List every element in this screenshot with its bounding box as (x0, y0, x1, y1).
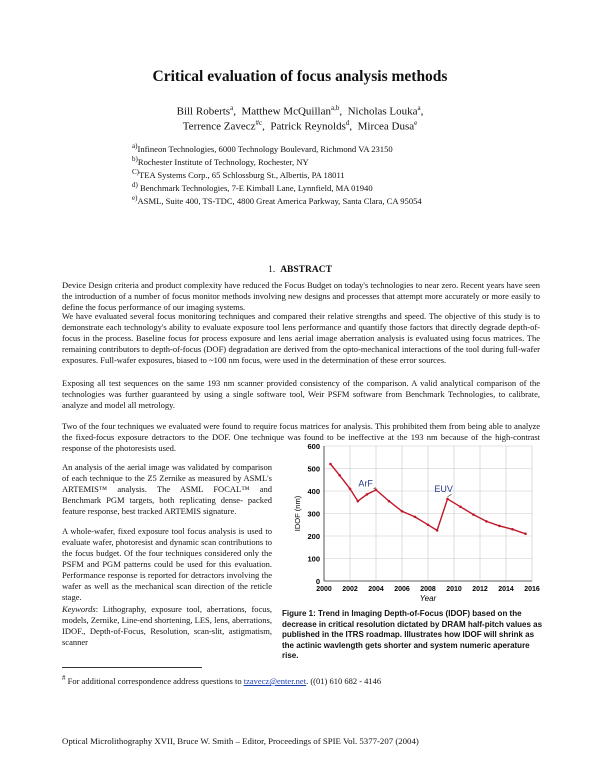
x-tick-label: 2008 (420, 586, 436, 593)
data-point (498, 525, 501, 528)
keywords (62, 604, 272, 648)
keywords-label: Keywords (62, 604, 96, 614)
data-point (375, 489, 378, 492)
author-sup: a,b (330, 104, 340, 112)
data-point (472, 513, 475, 516)
y-tick-label: 400 (307, 487, 320, 496)
footnote-phone: . ((01) 610 682 - 4146 (306, 675, 382, 686)
y-tick-label: 600 (307, 442, 320, 451)
author: Bill Roberts (176, 105, 231, 118)
footnote-rule (62, 667, 202, 668)
data-point (446, 498, 449, 501)
x-tick-label: 2004 (368, 586, 384, 593)
email-link[interactable]: tzavecz@enter.net (243, 675, 307, 686)
author-sup: e (414, 119, 418, 127)
section-number: 1. (268, 265, 276, 275)
y-tick-label: 200 (307, 532, 320, 541)
data-point (485, 520, 488, 523)
authors-line-2: Terrence Zavecz$^{\#c}$, Patrick Reynolds$^d$, Mircea Dusa$^e$ (182, 119, 418, 133)
x-tick-label: 2010 (446, 586, 462, 593)
x-tick-label: 2016 (524, 586, 540, 593)
footnote (62, 674, 381, 686)
author: Patrick Reynolds (270, 120, 346, 133)
author: Nicholas Louka (347, 105, 418, 118)
data-point (524, 532, 527, 535)
author-sup: a (417, 104, 421, 112)
annotation-label: EUV (434, 484, 453, 495)
affiliation: $^{C)}$TEA Systems Corp., 65 Schlossburg St., Albertis, PA 18011 (132, 168, 345, 180)
affiliation: $^{d)}$ Benchmark Technologies, 7-E Kimball Lane, Lynnfield, MA 01940 (132, 181, 373, 193)
keywords-text: : Lithography, exposure tool, aberrations, focus, models, Zernike, Line-end shortening, LES, lens, aberrations, IDOF., Depth-of-Focus, Resolution, scan-slit, astigmatism, scanner (62, 604, 272, 647)
data-point (338, 474, 341, 477)
abstract-paragraph-3: Exposing all test sequences on the same 193 nm scanner provided consistency of the comparison. A valid analytical comparison of the technologies was further guaranteed by using a single software tool, Weir PSFM software from Benchmark Technologies, to calibrate, analyze and model all metrology. (62, 378, 540, 410)
x-tick-label: 2006 (394, 586, 410, 593)
data-point (459, 505, 462, 508)
x-tick-label: 2002 (342, 586, 358, 593)
y-tick-label: 100 (307, 554, 320, 564)
abstract-paragraph-4: Two of the four techniques we evaluated were found to require focus matrices for analysis. This prohibited them from being able to analyze the fixed-focus exposure detractors to the DOF. One technique was found to be ineffective at the 193 nm because of the high-contrast response of the photoresists used. (62, 421, 540, 453)
data-point (349, 487, 352, 490)
left-column-paragraph-1: An analysis of the aerial image was validated by comparison of each technique to the Z5 Zernike as measured by ASML's ARTEMIS™ analysis. The ASML FOCAL™ and Benchmark PGM targets, both replicating dense- packed feature response, best tracked ARTEMIS signature. (62, 462, 272, 516)
affiliation: $^{b)}$Rochester Institute of Technology, Rochester, NY (132, 155, 309, 167)
data-point (388, 500, 391, 503)
author-sup: d (345, 119, 350, 127)
figure-caption: Figure 1: Trend in Imaging Depth-of-Focus (IDOF) based on the decrease in critical resolution dictated by DRAM half-pitch values as published in the ITRS roadmap. Illustrates how IDOF will shrink as the actinic wavlength gets shorter and system numeric aperature rise. (282, 609, 543, 660)
data-point (427, 523, 430, 526)
data-point (511, 528, 514, 531)
author: Matthew McQuillan (241, 105, 331, 118)
abstract-paragraph-1: Device Design criteria and product complexity have reduced the Focus Budget on today's technologies to near zero. Recent years have seen the introduction of a number of focus monitor methods involving new designs and processes that attempt more accurately or more easily to define the focus performance of our imaging systems. (62, 280, 540, 312)
author-sup: #c (255, 119, 263, 127)
footnote-marker: # (62, 674, 66, 682)
x-tick-label: 2012 (472, 586, 488, 593)
y-tick-label: 300 (307, 509, 320, 519)
footnote-text: For additional correspondence address questions to (65, 675, 244, 686)
annotation-arrow (448, 494, 452, 497)
author: Terrence Zavecz (182, 120, 256, 133)
annotation-label: ArF (358, 478, 373, 489)
affiliation: $^{e)}$ASML, Suite 400, TS-TDC, 4800 Great America Parkway, Santa Clara, CA 95054 (132, 194, 422, 206)
y-tick-label: 0 (315, 577, 320, 586)
data-point (436, 529, 439, 532)
x-tick-label: 2014 (498, 586, 514, 593)
x-axis-label: Year (419, 594, 437, 603)
data-point (366, 493, 369, 496)
data-point (401, 510, 404, 513)
y-axis-label: IDOF (nm) (293, 495, 302, 532)
authors-line-1: Bill Roberts$^a$, Matthew McQuillan$^{a,b}$, Nicholas Louka$^a$, (176, 104, 424, 118)
idof-chart (282, 436, 544, 606)
abstract-paragraph-2: We have evaluated several focus monitoring techniques and compared their relative strengths and speed. The objective of this study is to demonstrate each technology's ability to evaluate exposure tool lens performance and quantify those factors that directly degrade depth-of-focus in the process. Baseline focus for process exposure and lens aerial image aberration analysis is evaluated using focus matrices. The remaining contributors to depth-of-focus (DOF) degradation are derived from the opto-mechanical interactions of the tool during full-wafer exposures. Full-wafer exposures, biased to ~100 nm focus, were used in the determination of these error sources. (62, 311, 540, 365)
paper-title: Critical evaluation of focus analysis methods (152, 68, 448, 85)
x-tick-label: 2000 (316, 586, 332, 593)
affiliation: $^{a)}$Infineon Technologies, 6000 Technology Boulevard, Richmond VA 23150 (132, 142, 393, 154)
annotation-arrow (374, 488, 376, 489)
section-title: ABSTRACT (280, 265, 332, 275)
page-footer: Optical Microlithography XVII, Bruce W. Smith – Editor, Proceedings of SPIE Vol. 5377-207 (2004) (62, 736, 419, 746)
author: Mircea Dusa (357, 120, 415, 133)
author-sup: a (230, 104, 234, 112)
data-point (329, 463, 332, 466)
y-tick-label: 500 (307, 464, 320, 474)
section-heading (0, 265, 600, 275)
data-point (357, 500, 360, 503)
left-column-paragraph-2: A whole-wafer, fixed exposure tool focus analysis is used to evaluate wafer, photoresist and dynamic scan contributions to the focus budget. Of the four techniques considered only the PSFM and PGM patterns could be used for this evaluation. Performance response is reported for detractors involving the wafer as well as the mechanical scan direction of the reticle stage. (62, 526, 272, 602)
data-point (414, 516, 417, 519)
